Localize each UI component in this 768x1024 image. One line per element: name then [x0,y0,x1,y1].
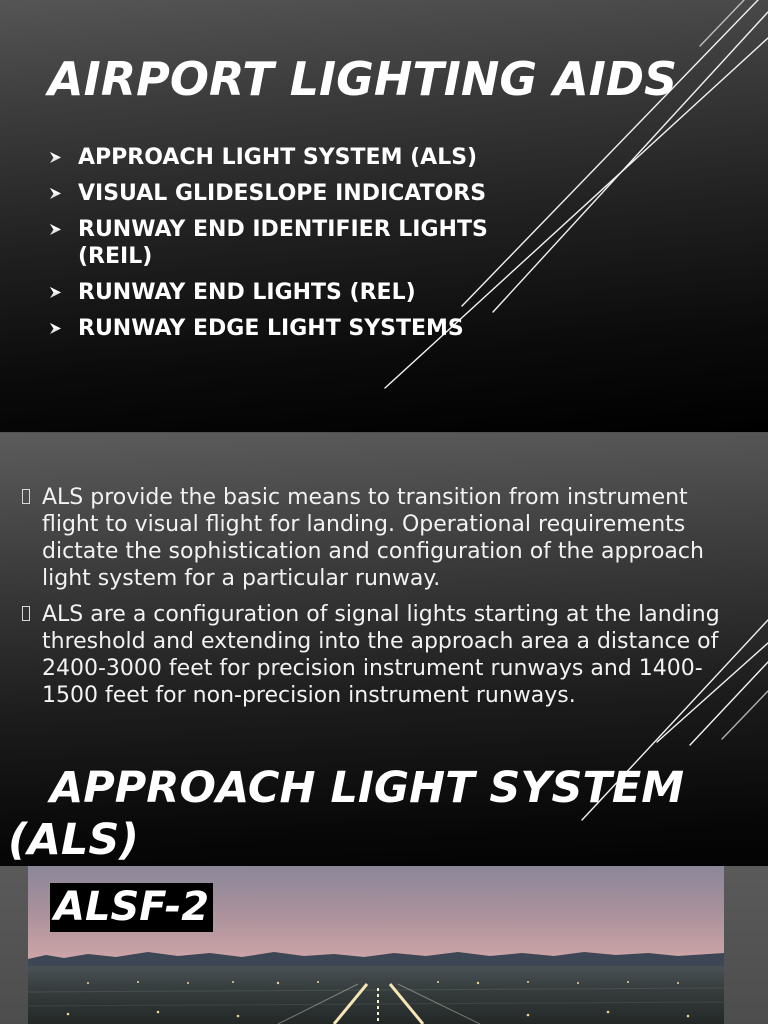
slide-airport-lighting-aids [0,0,768,432]
missing-glyph-bullet-icon [22,606,30,621]
paragraph-line: dictate the sophistication and configuration of the approach [42,539,704,564]
arrowhead-bullet-icon [50,224,61,235]
list-item-text: RUNWAY EDGE LIGHT SYSTEMS [78,316,464,341]
paragraph-line: ALS are a configuration of signal lights starting at the landing [42,602,720,627]
photo-label: ALSF-2 [50,883,213,932]
list-item-text: APPROACH LIGHT SYSTEM (ALS) [78,145,478,170]
arrowhead-bullet-icon [50,287,61,298]
paragraph-line: light system for a particular runway. [42,566,441,591]
bullet-list [50,144,528,351]
arrowhead-bullet-icon [50,323,61,334]
paragraph-line: threshold and extending into the approach area a distance of [42,629,719,654]
missing-glyph-bullet-icon [22,489,30,504]
paragraph [42,601,720,709]
list-item-text: RUNWAY END LIGHTS (REL) [78,280,416,305]
arrowhead-bullet-icon [50,152,61,163]
slide-alsf-2-photo [0,866,768,1024]
paragraph-line: 2400-3000 feet for precision instrument runways and 1400- [42,656,703,681]
slide-title: APPROACH LIGHT SYSTEM (ALS) [8,763,684,865]
slide-als-description [0,433,768,866]
runway-photo [28,866,724,1024]
list-item-text: RUNWAY END IDENTIFIER LIGHTS (REIL) [78,217,488,269]
arrowhead-bullet-icon [50,188,61,199]
ground [28,966,724,1024]
paragraph-line: flight to visual flight for landing. Operational requirements [42,512,686,537]
paragraph-line: ALS provide the basic means to transition from instrument [42,485,688,510]
list-item [50,180,528,207]
slide-title: AIRPORT LIGHTING AIDS [48,52,678,106]
list-item [50,144,528,171]
list-item-text: VISUAL GLIDESLOPE INDICATORS [78,181,487,206]
list-item [50,279,528,306]
paragraph-line: 1500 feet for non-precision instrument runways. [42,683,576,708]
list-item [50,315,528,342]
list-item [50,216,528,270]
paragraph [42,484,704,592]
